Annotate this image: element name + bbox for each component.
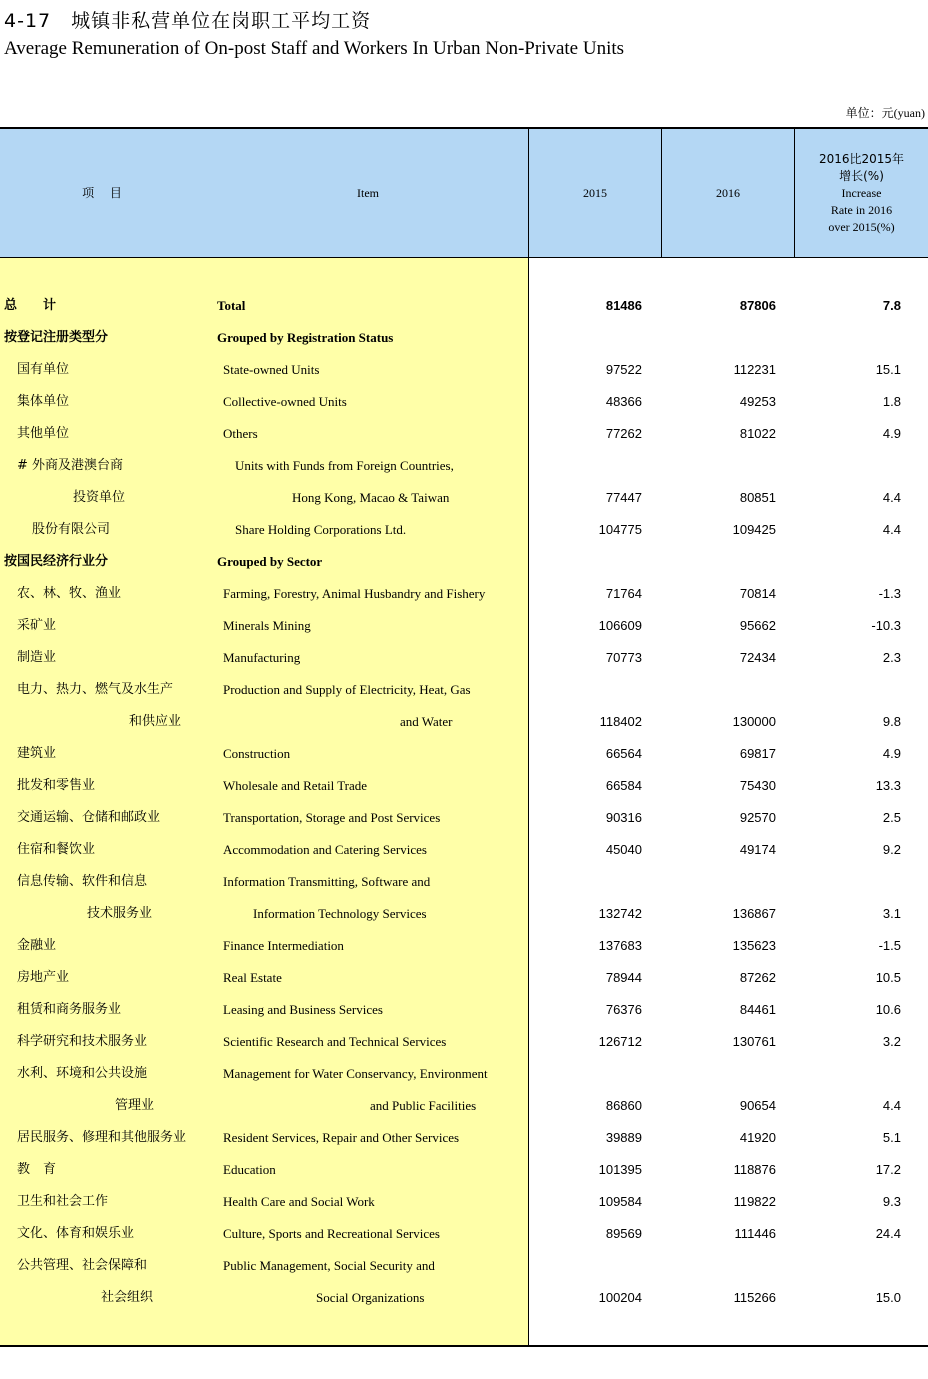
increase-rate: 15.1 (875, 362, 901, 377)
header-item-en: Item (357, 186, 379, 200)
row-label-cn: 股份有限公司 (32, 522, 111, 537)
row-label-cn: 信息传输、软件和信息 (17, 874, 148, 889)
value-2015: 77447 (605, 490, 642, 505)
table-row (0, 578, 928, 610)
row-label-cn: 房地产业 (17, 970, 70, 985)
value-2016: 115266 (733, 1290, 776, 1305)
value-2015: 100204 (598, 1290, 642, 1305)
value-2016: 95662 (739, 618, 776, 633)
increase-rate: 9.2 (882, 842, 901, 857)
increase-rate: 3.2 (882, 1034, 901, 1049)
increase-rate: 4.4 (882, 490, 901, 505)
value-2016: 130761 (732, 1034, 776, 1049)
increase-rate: 5.1 (882, 1130, 901, 1145)
row-label-cn: 文化、体育和娱乐业 (17, 1226, 135, 1241)
row-label-cn: 金融业 (17, 938, 57, 953)
value-2016: 119822 (733, 1194, 776, 1209)
row-label-cn: 住宿和餐饮业 (17, 842, 96, 857)
row-label-en: Transportation, Storage and Post Services (223, 810, 441, 825)
row-label-cn: # 外商及港澳台商 (17, 458, 124, 473)
table-row (0, 674, 928, 706)
row-label-en: Hong Kong, Macao & Taiwan (292, 490, 450, 505)
row-label-cn: 租赁和商务服务业 (17, 1002, 122, 1017)
increase-rate: 10.5 (875, 970, 901, 985)
row-label-en: Finance Intermediation (223, 938, 344, 953)
data-table (0, 127, 928, 1347)
table-row (0, 1282, 928, 1314)
table-row (0, 514, 928, 546)
table-row (0, 1122, 928, 1154)
row-label-en: Collective-owned Units (223, 394, 347, 409)
table-row (0, 418, 928, 450)
value-2015: 106609 (598, 618, 642, 633)
row-label-en: Minerals Mining (223, 618, 311, 633)
value-2016: 80851 (739, 490, 776, 505)
value-2015: 70773 (605, 650, 642, 665)
row-label-en: Share Holding Corporations Ltd. (235, 522, 407, 537)
value-2016: 90654 (739, 1098, 776, 1113)
value-2015: 71764 (605, 586, 642, 601)
table-row (0, 866, 928, 898)
unit-label (846, 104, 925, 121)
page-title-cn: 4-17 城镇非私营单位在岗职工平均工资 (4, 10, 372, 32)
increase-rate: 4.9 (882, 426, 901, 441)
value-2015: 137683 (598, 938, 642, 953)
increase-rate: 24.4 (875, 1226, 901, 1241)
value-2016: 118876 (733, 1162, 776, 1177)
row-label-cn: 教 育 (17, 1162, 57, 1177)
value-2015: 78944 (605, 970, 642, 985)
table-row (0, 802, 928, 834)
increase-rate: 17.2 (875, 1162, 901, 1177)
row-label-cn: 科学研究和技术服务业 (17, 1034, 148, 1049)
table-row (0, 738, 928, 770)
unit-en: (yuan) (893, 106, 925, 120)
unit-cn: 单位：元 (845, 106, 894, 120)
row-label-cn: 集体单位 (17, 394, 70, 409)
row-label-cn: 按国民经济行业分 (4, 554, 109, 569)
table-row (0, 1058, 928, 1090)
value-2015: 86860 (605, 1098, 642, 1113)
row-label-en: Public Management, Social Security and (223, 1258, 435, 1273)
increase-rate: 15.0 (875, 1290, 901, 1305)
row-label-en: Real Estate (223, 970, 282, 985)
value-2016: 75430 (739, 778, 776, 793)
row-label-en: Resident Services, Repair and Other Services (223, 1130, 460, 1145)
header-year-2016: 2016 (716, 186, 740, 200)
table-row (0, 1154, 928, 1186)
row-label-en: and Public Facilities (370, 1098, 477, 1113)
value-2015: 76376 (605, 1002, 642, 1017)
value-2015: 89569 (605, 1226, 642, 1241)
table-row (0, 546, 928, 578)
row-label-cn: 交通运输、仓储和邮政业 (17, 810, 161, 825)
row-label-cn: 其他单位 (17, 426, 70, 441)
table-row (0, 1186, 928, 1218)
row-label-cn: 电力、热力、燃气及水生产 (17, 682, 174, 697)
value-2015: 126712 (598, 1034, 642, 1049)
table-row (0, 962, 928, 994)
row-label-cn: 公共管理、社会保障和 (17, 1258, 148, 1273)
row-label-cn: 国有单位 (17, 362, 70, 377)
increase-rate: 9.3 (882, 1194, 901, 1209)
table-row (0, 930, 928, 962)
value-2016: 49253 (739, 394, 776, 409)
header-year-2015: 2015 (583, 186, 607, 200)
row-label-cn: 管理业 (115, 1098, 155, 1113)
table-row (0, 322, 928, 354)
header-rate-cn-2: 增长(%) (839, 169, 884, 183)
row-label-en: Wholesale and Retail Trade (223, 778, 368, 793)
value-2016: 70814 (739, 586, 776, 601)
value-2016: 49174 (739, 842, 776, 857)
table-row (0, 450, 928, 482)
row-label-cn: 批发和零售业 (17, 778, 96, 793)
increase-rate: -10.3 (871, 618, 901, 633)
header-increase-rate (795, 129, 928, 258)
value-2015: 101395 (598, 1162, 642, 1177)
value-2016: 84461 (739, 1002, 776, 1017)
row-label-en: Accommodation and Catering Services (223, 842, 427, 857)
row-label-cn: 采矿业 (17, 618, 57, 633)
value-2015: 66584 (605, 778, 642, 793)
row-label-cn: 技术服务业 (87, 906, 153, 921)
row-label-en: Health Care and Social Work (223, 1194, 375, 1209)
row-label-en: Construction (223, 746, 291, 761)
increase-rate: 4.9 (882, 746, 901, 761)
row-label-en: Leasing and Business Services (223, 1002, 383, 1017)
row-label-cn: 建筑业 (17, 746, 57, 761)
row-label-en: Culture, Sports and Recreational Services (223, 1226, 440, 1241)
table-row (0, 770, 928, 802)
row-label-cn: 制造业 (17, 650, 57, 665)
value-2015: 77262 (605, 426, 642, 441)
table-row (0, 482, 928, 514)
value-2015: 66564 (605, 746, 642, 761)
value-2015: 97522 (605, 362, 642, 377)
increase-rate: 7.8 (882, 298, 901, 313)
value-2015: 118402 (599, 714, 642, 729)
table-row (0, 610, 928, 642)
header-rate-en-1: Increase (841, 186, 882, 200)
value-2016: 87262 (739, 970, 776, 985)
header-rate-en-3: over 2015(%) (828, 220, 895, 234)
table-row (0, 706, 928, 738)
table-row (0, 1026, 928, 1058)
row-label-en: Information Technology Services (253, 906, 427, 921)
table-row (0, 642, 928, 674)
value-2015: 104775 (598, 522, 642, 537)
value-2015: 48366 (605, 394, 642, 409)
table-row (0, 386, 928, 418)
row-label-en: Scientific Research and Technical Services (223, 1034, 447, 1049)
row-label-en: Production and Supply of Electricity, Heat, Gas (223, 682, 471, 697)
value-2015: 81486 (605, 298, 642, 313)
table-row (0, 898, 928, 930)
value-2016: 41920 (739, 1130, 776, 1145)
row-label-en: Grouped by Sector (217, 554, 323, 569)
table-bottom-rule (0, 1345, 928, 1347)
increase-rate: 13.3 (875, 778, 901, 793)
row-label-en: Units with Funds from Foreign Countries, (235, 458, 454, 473)
increase-rate: 3.1 (882, 906, 901, 921)
row-label-en: Others (223, 426, 258, 441)
increase-rate: 4.4 (882, 522, 901, 537)
value-2015: 39889 (605, 1130, 642, 1145)
value-2016: 135623 (732, 938, 776, 953)
increase-rate: -1.5 (878, 938, 901, 953)
value-2016: 72434 (739, 650, 776, 665)
row-label-en: Information Transmitting, Software and (223, 874, 431, 889)
row-label-en: Grouped by Registration Status (217, 330, 394, 345)
row-label-en: State-owned Units (223, 362, 320, 377)
row-label-en: Social Organizations (316, 1290, 425, 1305)
value-2015: 132742 (598, 906, 642, 921)
page-title-en: Average Remuneration of On-post Staff and Workers In Urban Non-Private Units (4, 38, 625, 59)
row-label-cn: 和供应业 (129, 714, 182, 729)
row-label-en: Farming, Forestry, Animal Husbandry and Fishery (223, 586, 486, 601)
row-label-en: Total (217, 298, 246, 313)
row-label-cn: 社会组织 (101, 1290, 154, 1305)
increase-rate: 2.5 (882, 810, 901, 825)
row-label-en: and Water (400, 714, 453, 729)
increase-rate: 1.8 (882, 394, 901, 409)
row-label-cn: 总 计 (4, 298, 57, 313)
table-row (0, 994, 928, 1026)
value-2016: 69817 (739, 746, 776, 761)
row-label-cn: 按登记注册类型分 (4, 330, 109, 345)
header-rate-en-2: Rate in 2016 (830, 203, 893, 217)
value-2015: 109584 (598, 1194, 642, 1209)
increase-rate: 9.8 (882, 714, 901, 729)
value-2016: 81022 (739, 426, 776, 441)
row-label-en: Education (223, 1162, 276, 1177)
table-row (0, 1250, 928, 1282)
row-label-cn: 农、林、牧、渔业 (17, 586, 122, 601)
table-row (0, 1090, 928, 1122)
increase-rate: -1.3 (878, 586, 901, 601)
row-label-en: Management for Water Conservancy, Environment (223, 1066, 488, 1081)
table-row (0, 1218, 928, 1250)
header-rate-cn-1: 2016比2015年 (818, 152, 905, 166)
value-2015: 45040 (605, 842, 642, 857)
increase-rate: 10.6 (875, 1002, 901, 1017)
row-label-en: Manufacturing (223, 650, 301, 665)
increase-rate: 4.4 (882, 1098, 901, 1113)
table-body (0, 290, 928, 1314)
increase-rate: 2.3 (882, 650, 901, 665)
value-2016: 109425 (732, 522, 776, 537)
header-item-cn: 项 目 (82, 186, 128, 200)
value-2016: 87806 (739, 298, 776, 313)
value-2016: 111446 (734, 1226, 776, 1241)
value-2016: 130000 (732, 714, 776, 729)
row-label-cn: 投资单位 (73, 490, 126, 505)
table-row (0, 834, 928, 866)
table-row (0, 354, 928, 386)
value-2015: 90316 (605, 810, 642, 825)
row-label-cn: 居民服务、修理和其他服务业 (17, 1130, 187, 1145)
value-2016: 136867 (732, 906, 776, 921)
table-row (0, 290, 928, 322)
value-2016: 112231 (733, 362, 776, 377)
value-2016: 92570 (739, 810, 776, 825)
row-label-cn: 卫生和社会工作 (17, 1194, 109, 1209)
row-label-cn: 水利、环境和公共设施 (17, 1066, 148, 1081)
